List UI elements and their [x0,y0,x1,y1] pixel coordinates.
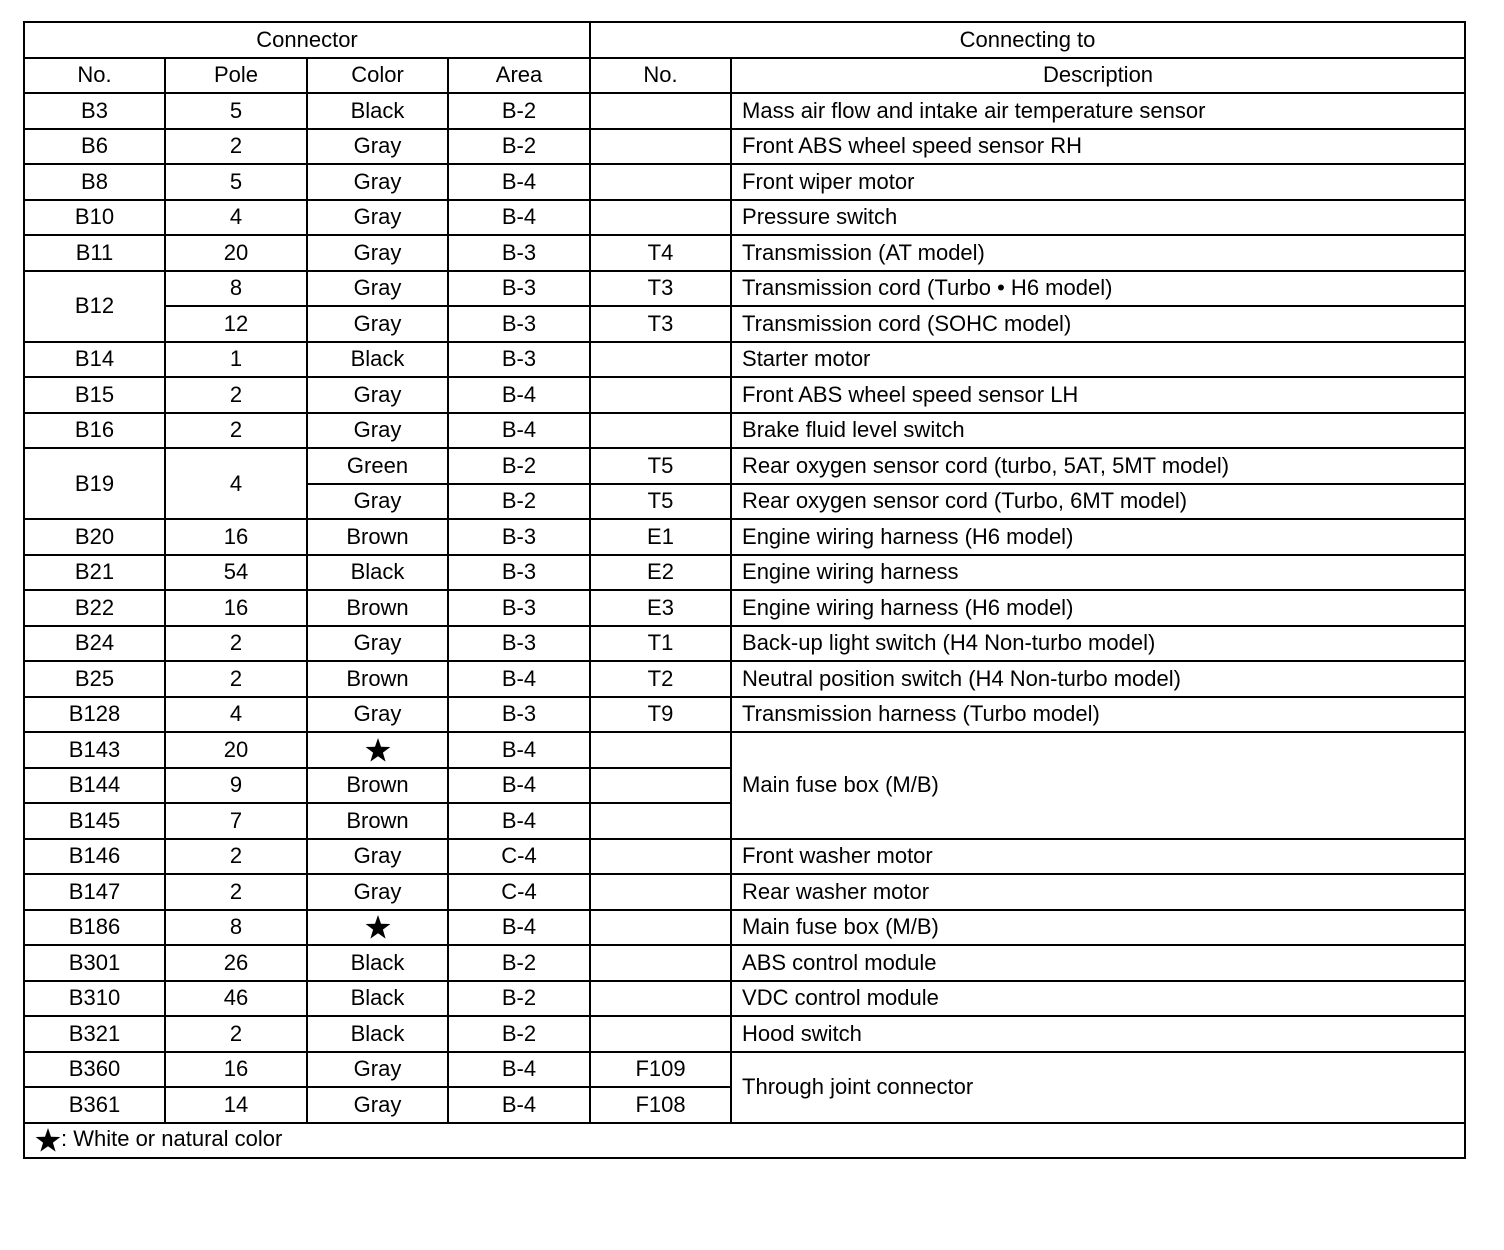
color-cell: Green [307,448,448,484]
description-cell: Transmission cord (SOHC model) [731,306,1465,342]
connecting-no-cell [590,164,731,200]
header-area: Area [448,58,590,94]
area-cell: B-4 [448,200,590,236]
connecting-no-cell: T3 [590,271,731,307]
area-cell: B-4 [448,1087,590,1123]
area-cell: B-4 [448,413,590,449]
table-row [24,164,1465,200]
description-cell: Transmission harness (Turbo model) [731,697,1465,733]
pole-cell: 8 [165,910,307,946]
table-row [24,235,1465,271]
connecting-no-cell [590,93,731,129]
connector-no-cell: B21 [24,555,165,591]
pole-cell: 4 [165,697,307,733]
header-pole: Pole [165,58,307,94]
pole-cell: 1 [165,342,307,378]
connecting-no-cell: T5 [590,448,731,484]
color-cell: Gray [307,697,448,733]
pole-cell: 2 [165,874,307,910]
color-cell [307,910,448,946]
table-row [24,93,1465,129]
table-row [24,271,1465,307]
connecting-no-cell: T4 [590,235,731,271]
connector-no-cell: B8 [24,164,165,200]
connector-no-cell: B16 [24,413,165,449]
pole-cell: 5 [165,164,307,200]
connector-no-cell: B6 [24,129,165,165]
connector-no-cell: B321 [24,1016,165,1052]
connector-no-cell: B360 [24,1052,165,1088]
description-cell: Hood switch [731,1016,1465,1052]
color-cell: Gray [307,1052,448,1088]
table-row [24,590,1465,626]
connecting-no-cell: F109 [590,1052,731,1088]
area-cell: B-3 [448,519,590,555]
description-cell: Main fuse box (M/B) [731,732,1465,839]
table-row [24,839,1465,875]
area-cell: B-3 [448,697,590,733]
table-row [24,342,1465,378]
table-row [24,413,1465,449]
table-body [24,93,1465,1123]
pole-cell: 46 [165,981,307,1017]
connecting-no-cell [590,910,731,946]
connector-no-cell: B146 [24,839,165,875]
pole-cell: 16 [165,519,307,555]
connector-no-cell: B11 [24,235,165,271]
description-cell: Mass air flow and intake air temperature sensor [731,93,1465,129]
area-cell: B-4 [448,803,590,839]
color-cell: Gray [307,200,448,236]
color-cell: Brown [307,590,448,626]
color-cell: Black [307,555,448,591]
area-cell: B-3 [448,590,590,626]
description-cell: Back-up light switch (H4 Non-turbo model) [731,626,1465,662]
connecting-no-cell: E1 [590,519,731,555]
connecting-no-cell: T2 [590,661,731,697]
description-cell: Engine wiring harness (H6 model) [731,519,1465,555]
area-cell: B-4 [448,768,590,804]
color-cell: Gray [307,413,448,449]
connector-no-cell: B22 [24,590,165,626]
connecting-no-cell: E2 [590,555,731,591]
color-cell: Black [307,93,448,129]
header-to-no: No. [590,58,731,94]
table-row [24,200,1465,236]
color-cell: Black [307,981,448,1017]
table-row [24,697,1465,733]
pole-cell: 14 [165,1087,307,1123]
area-cell: B-3 [448,271,590,307]
area-cell: B-2 [448,448,590,484]
color-cell: Brown [307,519,448,555]
description-cell: Pressure switch [731,200,1465,236]
pole-cell: 2 [165,1016,307,1052]
area-cell: B-2 [448,981,590,1017]
area-cell: B-4 [448,377,590,413]
connector-no-cell: B301 [24,945,165,981]
area-cell: B-3 [448,342,590,378]
area-cell: B-2 [448,129,590,165]
description-cell: VDC control module [731,981,1465,1017]
connecting-no-cell [590,342,731,378]
color-cell [307,732,448,768]
connector-no-cell: B12 [24,271,165,342]
pole-cell: 20 [165,732,307,768]
connector-no-cell: B10 [24,200,165,236]
connector-no-cell: B310 [24,981,165,1017]
description-cell: Brake fluid level switch [731,413,1465,449]
pole-cell: 2 [165,413,307,449]
connector-no-cell: B20 [24,519,165,555]
color-cell: Gray [307,626,448,662]
area-cell: B-4 [448,1052,590,1088]
header-connecting-to: Connecting to [590,22,1465,58]
pole-cell: 8 [165,271,307,307]
pole-cell: 4 [165,200,307,236]
area-cell: B-2 [448,945,590,981]
connecting-no-cell [590,1016,731,1052]
header-color: Color [307,58,448,94]
description-cell: Engine wiring harness [731,555,1465,591]
description-cell: Rear oxygen sensor cord (Turbo, 6MT model) [731,484,1465,520]
description-cell: Front washer motor [731,839,1465,875]
connecting-no-cell: T3 [590,306,731,342]
pole-cell: 7 [165,803,307,839]
table-row [24,945,1465,981]
pole-cell: 12 [165,306,307,342]
color-cell: Gray [307,235,448,271]
description-cell: Starter motor [731,342,1465,378]
color-cell: Gray [307,874,448,910]
connector-table [23,21,1466,1159]
connecting-no-cell [590,803,731,839]
area-cell: B-3 [448,555,590,591]
connector-no-cell: B147 [24,874,165,910]
area-cell: B-4 [448,910,590,946]
area-cell: B-3 [448,626,590,662]
description-cell: Front ABS wheel speed sensor LH [731,377,1465,413]
area-cell: B-2 [448,1016,590,1052]
connecting-no-cell: F108 [590,1087,731,1123]
area-cell: B-4 [448,164,590,200]
table-row [24,1016,1465,1052]
table-row [24,129,1465,165]
table-row [24,732,1465,768]
connector-no-cell: B145 [24,803,165,839]
header-no: No. [24,58,165,94]
footnote-text: : White or natural color [61,1126,283,1152]
connecting-no-cell: E3 [590,590,731,626]
area-cell: B-3 [448,306,590,342]
area-cell: C-4 [448,874,590,910]
area-cell: B-3 [448,235,590,271]
connector-no-cell: B15 [24,377,165,413]
color-cell: Gray [307,1087,448,1123]
connecting-no-cell [590,839,731,875]
star-icon [35,1127,61,1153]
connector-no-cell: B186 [24,910,165,946]
connecting-no-cell: T5 [590,484,731,520]
connecting-no-cell [590,981,731,1017]
header-columns-row [24,58,1465,94]
pole-cell: 5 [165,93,307,129]
color-cell: Gray [307,129,448,165]
description-cell: Rear oxygen sensor cord (turbo, 5AT, 5MT model) [731,448,1465,484]
connector-no-cell: B143 [24,732,165,768]
table-row [24,377,1465,413]
star-icon [365,914,391,940]
color-cell: Gray [307,839,448,875]
header-connector: Connector [24,22,590,58]
color-cell: Black [307,342,448,378]
footnote-row [24,1123,1465,1159]
description-cell: Neutral position switch (H4 Non-turbo model) [731,661,1465,697]
pole-cell: 2 [165,377,307,413]
description-cell: Rear washer motor [731,874,1465,910]
description-cell: Engine wiring harness (H6 model) [731,590,1465,626]
description-cell: Main fuse box (M/B) [731,910,1465,946]
pole-cell: 2 [165,661,307,697]
table-row [24,448,1465,484]
area-cell: B-2 [448,484,590,520]
table-row [24,519,1465,555]
connecting-no-cell [590,200,731,236]
description-cell: Transmission (AT model) [731,235,1465,271]
table-row [24,661,1465,697]
connector-no-cell: B128 [24,697,165,733]
connector-no-cell: B14 [24,342,165,378]
color-cell: Black [307,1016,448,1052]
pole-cell: 26 [165,945,307,981]
pole-cell: 2 [165,129,307,165]
table-row [24,306,1465,342]
table-row [24,910,1465,946]
pole-cell: 16 [165,590,307,626]
description-cell: ABS control module [731,945,1465,981]
header-description: Description [731,58,1465,94]
connector-no-cell: B3 [24,93,165,129]
pole-cell: 16 [165,1052,307,1088]
connecting-no-cell: T9 [590,697,731,733]
connecting-no-cell: T1 [590,626,731,662]
table-row [24,555,1465,591]
connector-no-cell: B144 [24,768,165,804]
color-cell: Gray [307,164,448,200]
pole-cell: 4 [165,448,307,519]
area-cell: B-4 [448,661,590,697]
pole-cell: 2 [165,839,307,875]
table-row [24,874,1465,910]
color-cell: Gray [307,306,448,342]
area-cell: B-2 [448,93,590,129]
connecting-no-cell [590,413,731,449]
pole-cell: 54 [165,555,307,591]
table-row [24,981,1465,1017]
color-cell: Brown [307,803,448,839]
table-row [24,626,1465,662]
pole-cell: 9 [165,768,307,804]
connector-no-cell: B25 [24,661,165,697]
color-cell: Brown [307,768,448,804]
connecting-no-cell [590,945,731,981]
description-cell: Front wiper motor [731,164,1465,200]
connecting-no-cell [590,874,731,910]
description-cell: Transmission cord (Turbo • H6 model) [731,271,1465,307]
star-icon [365,737,391,763]
pole-cell: 2 [165,626,307,662]
connecting-no-cell [590,377,731,413]
connector-no-cell: B361 [24,1087,165,1123]
area-cell: B-4 [448,732,590,768]
connecting-no-cell [590,732,731,768]
color-cell: Brown [307,661,448,697]
pole-cell: 20 [165,235,307,271]
header-group-row [24,22,1465,58]
color-cell: Gray [307,377,448,413]
color-cell: Black [307,945,448,981]
color-cell: Gray [307,271,448,307]
table-row [24,1052,1465,1088]
area-cell: C-4 [448,839,590,875]
description-cell: Through joint connector [731,1052,1465,1123]
connector-no-cell: B24 [24,626,165,662]
connecting-no-cell [590,768,731,804]
color-cell: Gray [307,484,448,520]
description-cell: Front ABS wheel speed sensor RH [731,129,1465,165]
connector-no-cell: B19 [24,448,165,519]
footnote-cell [24,1123,1465,1159]
connecting-no-cell [590,129,731,165]
